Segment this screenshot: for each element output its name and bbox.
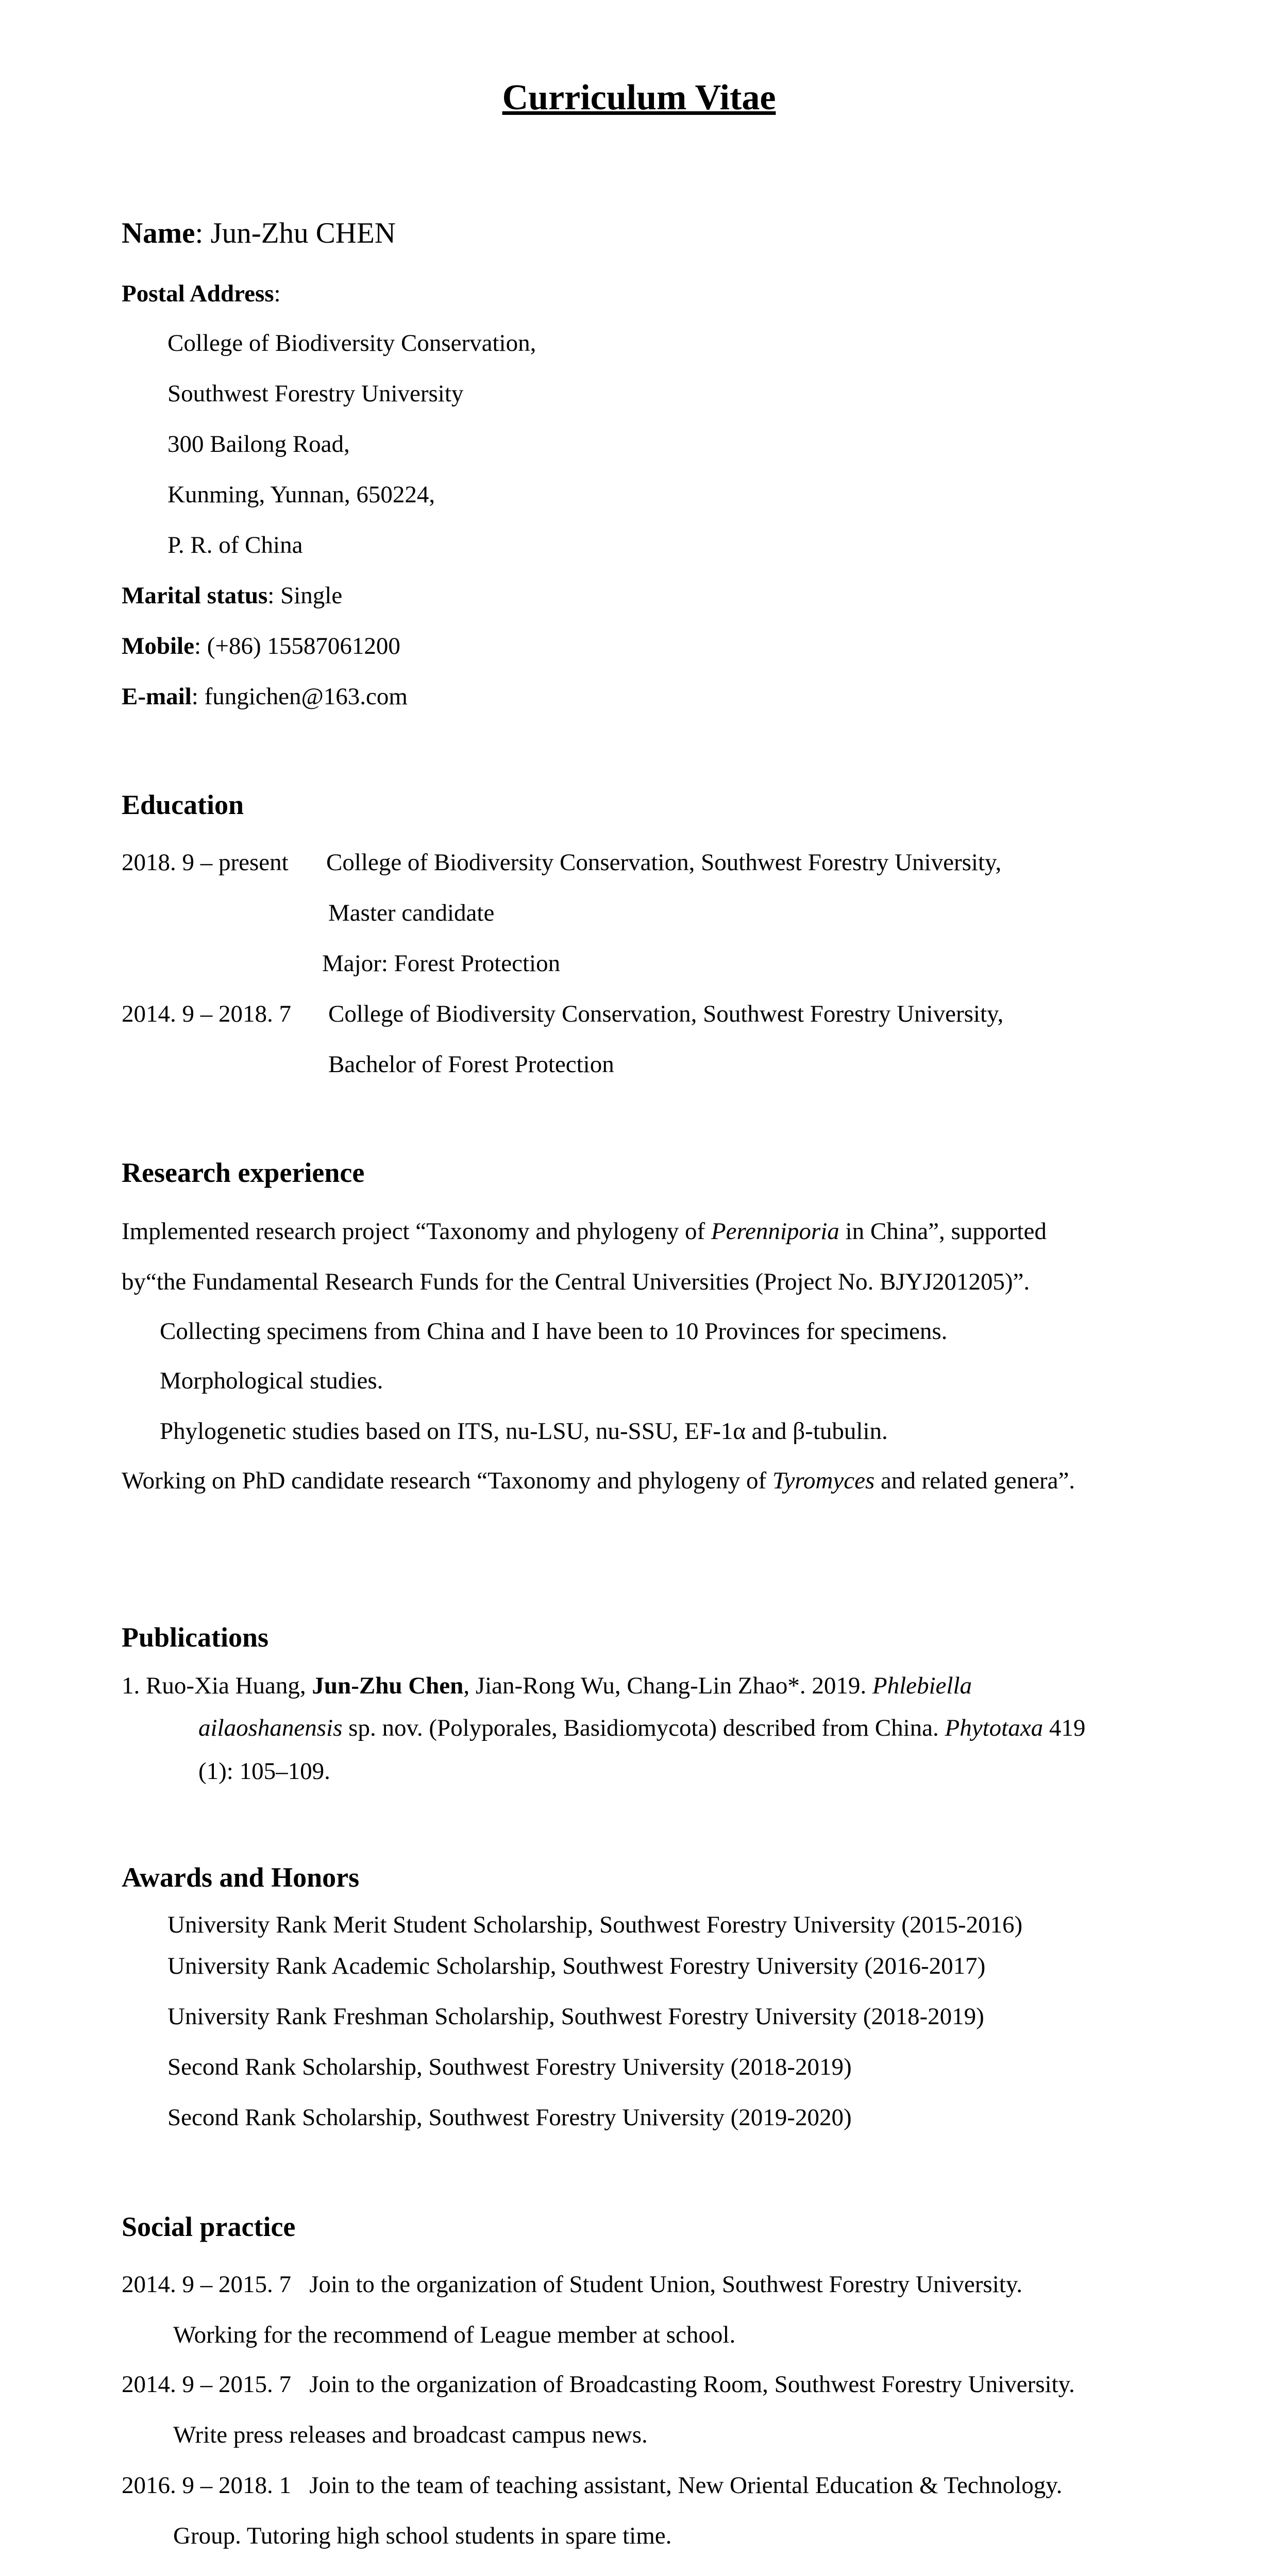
publication-number: 1. <box>122 1672 146 1699</box>
email-label: E-mail <box>122 683 192 710</box>
education-heading: Education <box>122 789 244 820</box>
postal-address-label: Postal Address <box>122 280 274 307</box>
social-entry-detail: Working for the recommend of League member at school. <box>173 2321 736 2348</box>
research-heading: Research experience <box>122 1157 365 1188</box>
name-label: Name <box>122 217 195 249</box>
name-line <box>122 216 396 250</box>
publication-line <box>122 1671 972 1700</box>
award-item: University Rank Freshman Scholarship, Southwest Forestry University (2018-2019) <box>167 2003 984 2030</box>
name-value: : Jun-Zhu CHEN <box>195 217 396 249</box>
journal-volume: 419 <box>1043 1715 1086 1741</box>
social-practice-heading: Social practice <box>122 2211 296 2242</box>
species-name: Phlebiella <box>872 1672 972 1699</box>
marital-status-value: : Single <box>267 582 343 609</box>
genus-name: Tyromyces <box>772 1467 875 1494</box>
education-detail: Master candidate <box>328 900 495 926</box>
award-item: University Rank Academic Scholarship, Southwest Forestry University (2016-2017) <box>167 1953 986 1979</box>
social-entry-detail: Write press releases and broadcast campus news. <box>173 2421 648 2448</box>
genus-name: Perenniporia <box>711 1218 839 1245</box>
marital-status-label: Marital status <box>122 582 268 609</box>
email-value: : fungichen@163.com <box>191 683 408 710</box>
education-detail: College of Biodiversity Conservation, Southwest Forestry University, <box>328 1001 1004 1027</box>
mobile-value: : (+86) 15587061200 <box>194 633 400 659</box>
social-entry: 2016. 9 – 2018. 1 Join to the team of teaching assistant, New Oriental Education & Technology. <box>122 2472 1063 2499</box>
education-period: 2014. 9 – 2018. 7 <box>122 1001 291 1027</box>
publication-pages: (1): 105–109. <box>198 1758 330 1785</box>
social-entry: 2014. 9 – 2015. 7 Join to the organization of Broadcasting Room, Southwest Forestry University. <box>122 2371 1075 2398</box>
publication-text: sp. nov. (Polyporales, Basidiomycota) described from China. <box>342 1715 945 1741</box>
publications-heading: Publications <box>122 1622 269 1653</box>
research-text: Working on PhD candidate research “Taxonomy and phylogeny of <box>122 1467 772 1494</box>
research-text: and related genera”. <box>875 1467 1075 1494</box>
social-entry-detail: Group. Tutoring high school students in spare time. <box>173 2522 672 2549</box>
publication-authors: , Jian-Rong Wu, Chang-Lin Zhao*. 2019. <box>463 1672 872 1699</box>
address-line: P. R. of China <box>167 532 303 558</box>
awards-heading: Awards and Honors <box>122 1862 360 1893</box>
email-line <box>122 682 408 711</box>
research-text: in China”, supported <box>839 1218 1047 1245</box>
postal-address-line <box>122 279 281 308</box>
postal-address-colon: : <box>274 280 281 307</box>
mobile-label: Mobile <box>122 633 194 659</box>
address-line: Southwest Forestry University <box>167 380 464 407</box>
award-item: Second Rank Scholarship, Southwest Forestry University (2018-2019) <box>167 2054 852 2080</box>
research-text: Implemented research project “Taxonomy and phylogeny of <box>122 1218 711 1245</box>
publication-author-self: Jun-Zhu Chen <box>312 1672 464 1699</box>
education-detail: College of Biodiversity Conservation, Southwest Forestry University, <box>326 849 1002 876</box>
award-item: University Rank Merit Student Scholarship, Southwest Forestry University (2015-2016) <box>167 1911 1023 1938</box>
research-item: Phylogenetic studies based on ITS, nu-LSU, nu-SSU, EF-1α and β-tubulin. <box>160 1418 888 1445</box>
research-paragraph: by“the Fundamental Research Funds for the Central Universities (Project No. BJYJ201205)”. <box>122 1268 1030 1295</box>
publication-authors: Ruo-Xia Huang, <box>146 1672 312 1699</box>
address-line: Kunming, Yunnan, 650224, <box>167 481 435 508</box>
species-name: ailaoshanensis <box>198 1715 343 1741</box>
publication-line <box>198 1714 1085 1742</box>
research-item: Morphological studies. <box>160 1367 383 1394</box>
social-entry: 2014. 9 – 2015. 7 Join to the organization of Student Union, Southwest Forestry University. <box>122 2271 1023 2298</box>
journal-name: Phytotaxa <box>945 1715 1044 1741</box>
mobile-line <box>122 632 400 660</box>
education-detail: Major: Forest Protection <box>322 950 561 977</box>
address-line: 300 Bailong Road, <box>167 431 350 457</box>
marital-status-line <box>122 581 342 610</box>
research-paragraph <box>122 1217 1047 1246</box>
document-title: Curriculum Vitae <box>502 78 776 117</box>
education-period: 2018. 9 – present <box>122 849 289 876</box>
education-detail: Bachelor of Forest Protection <box>328 1051 614 1078</box>
award-item: Second Rank Scholarship, Southwest Forestry University (2019-2020) <box>167 2104 852 2131</box>
research-paragraph <box>122 1466 1075 1495</box>
research-item: Collecting specimens from China and I have been to 10 Provinces for specimens. <box>160 1318 948 1345</box>
address-line: College of Biodiversity Conservation, <box>167 330 536 357</box>
